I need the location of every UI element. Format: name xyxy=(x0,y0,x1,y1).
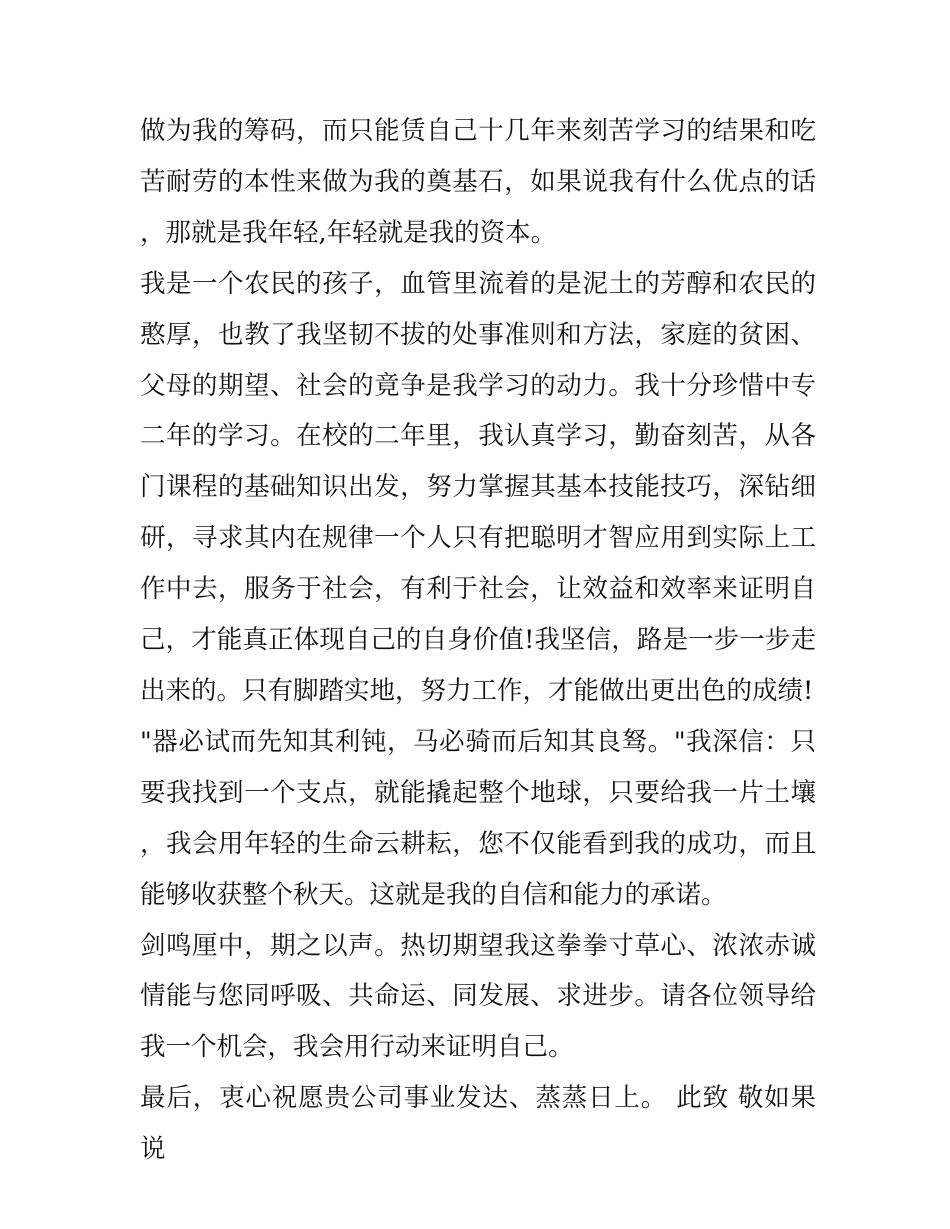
paragraph-5: 最后，衷心祝愿贵公司事业发达、蒸蒸日上。 此致 敬如果说 xyxy=(140,1083,816,1165)
paragraph-3: "器必试而先知其利钝，马必骑而后知其良驽。"我深信：只要我找到一个支点，就能撬起整个地球，只要给我一片土壤，我会用年轻的生命云耕耘，您不仅能看到我的成功，而且能够收获整个秋天。这就是我的自信和能力的承诺。 xyxy=(140,726,816,910)
document-body xyxy=(140,106,816,1175)
paragraph-4: 剑鸣厘中，期之以声。热切期望我这拳拳寸草心、浓浓赤诚情能与您同呼吸、共命运、同发展、求进步。请各位领导给我一个机会，我会用行动来证明自己。 xyxy=(140,930,816,1063)
paragraph-2: 我是一个农民的孩子，血管里流着的是泥土的芳醇和农民的憨厚，也教了我坚韧不拔的处事准则和方法，家庭的贫困、父母的期望、社会的竟争是我学习的动力。我十分珍惜中专二年的学习。在校的二年里，我认真学习，勤奋刻苦，从各门课程的基础知识出发，努力掌握其基本技能技巧，深钻细研，寻求其内在规律一个人只有把聪明才智应用到实际上工作中去，服务于社会，有利于社会，让效益和效率来证明自己，才能真正体现自己的自身价值!我坚信，路是一步一步走出来的。只有脚踏实地，努力工作，才能做出更出色的成绩! xyxy=(140,268,816,706)
paragraph-1: 做为我的筹码，而只能赁自己十几年来刻苦学习的结果和吃苦耐劳的本性来做为我的奠基石，如果说我有什么优点的话，那就是我年轻,年轻就是我的资本。 xyxy=(140,116,816,248)
